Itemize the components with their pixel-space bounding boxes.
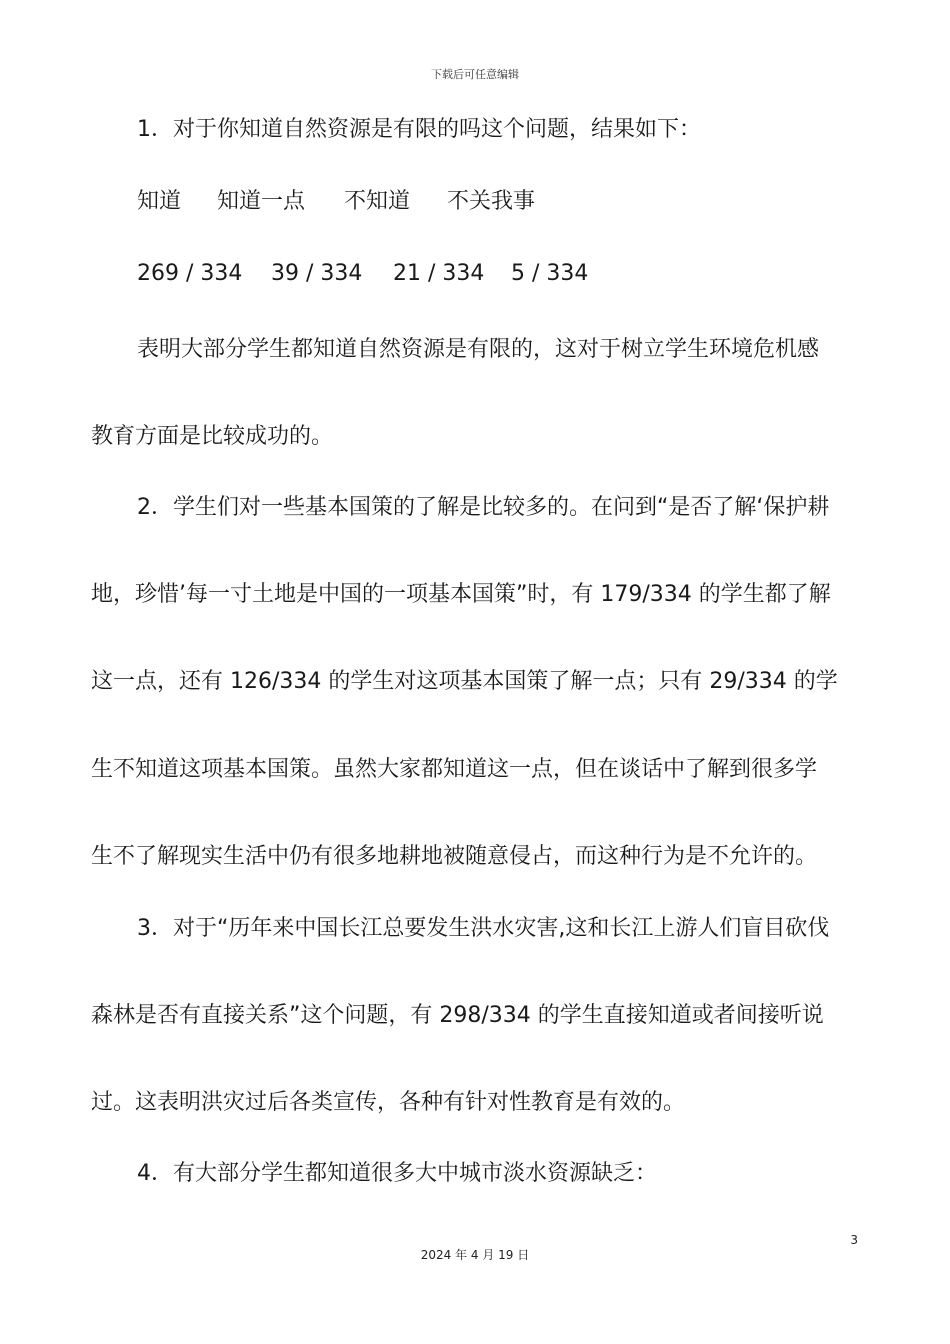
header-note: 下载后可任意编辑 xyxy=(431,68,519,81)
item2-line: 这一点，还有 126/334 的学生对这项基本国策了解一点；只有 29/334 的学 xyxy=(91,669,838,694)
count-cell: 269 / 334 xyxy=(137,261,243,286)
item1-conclusion-line: 表明大部分学生都知道自然资源是有限的，这对于树立学生环境危机感 xyxy=(137,337,820,362)
count-cell: 21 / 334 xyxy=(393,261,485,286)
item1-counts-row xyxy=(137,260,588,288)
option-cell: 知道一点 xyxy=(217,189,306,214)
option-cell: 不关我事 xyxy=(447,189,536,214)
item1-question: 1．对于你知道自然资源是有限的吗这个问题，结果如下： xyxy=(137,117,701,142)
item1-options-row xyxy=(137,188,535,216)
option-cell: 不知道 xyxy=(344,189,411,214)
item2-line: 生不知道这项基本国策。虽然大家都知道这一点，但在谈话中了解到很多学 xyxy=(91,757,818,782)
item3-line: 3．对于“历年来中国长江总要发生洪水灾害,这和长江上游人们盲目砍伐 xyxy=(137,916,830,941)
item2-line: 生不了解现实生活中仍有很多地耕地被随意侵占，而这种行为是不允许的。 xyxy=(91,844,818,869)
count-cell: 39 / 334 xyxy=(271,261,363,286)
page-number: 3 xyxy=(850,1233,858,1247)
footer-date: 2024 年 4 月 19 日 xyxy=(420,1248,530,1262)
item2-line: 2．学生们对一些基本国策的了解是比较多的。在问到“是否了解‘保护耕 xyxy=(137,495,830,520)
item4-line: 4．有大部分学生都知道很多大中城市淡水资源缺乏： xyxy=(137,1161,657,1186)
item1-conclusion-line: 教育方面是比较成功的。 xyxy=(91,424,334,449)
option-cell: 知道 xyxy=(137,189,182,214)
item2-line: 地，珍惜’每一寸土地是中国的一项基本国策”时，有 179/334 的学生都了解 xyxy=(91,582,831,607)
item3-line: 过。这表明洪灾过后各类宣传，各种有针对性教育是有效的。 xyxy=(91,1090,686,1115)
count-cell: 5 / 334 xyxy=(511,261,589,286)
item3-line: 森林是否有直接关系”这个问题，有 298/334 的学生直接知道或者间接听说 xyxy=(91,1003,824,1028)
